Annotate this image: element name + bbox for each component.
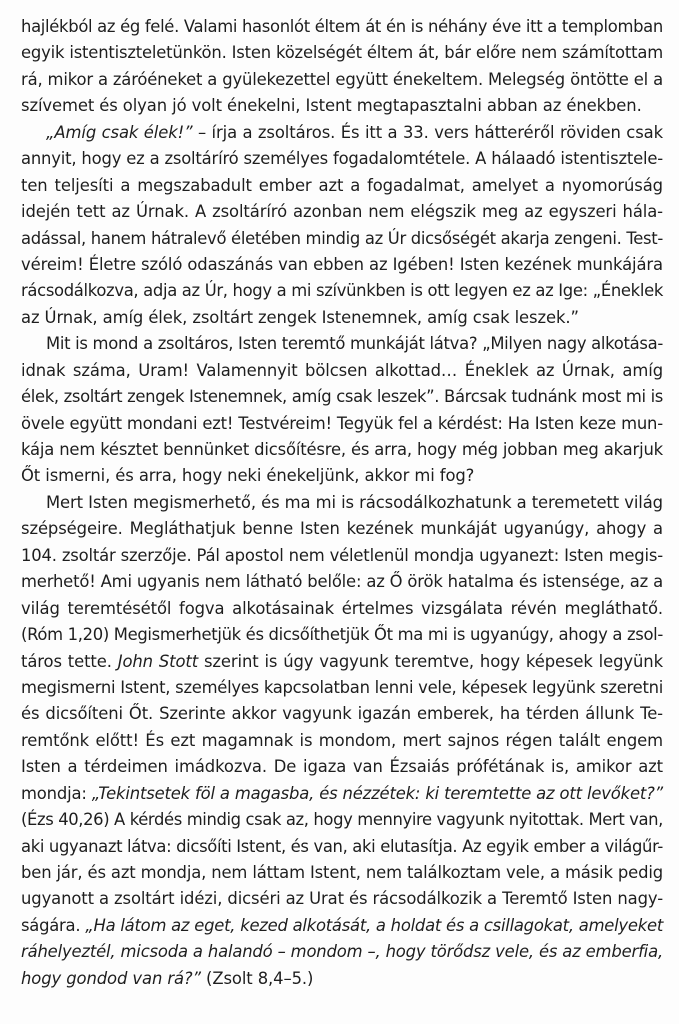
text-run: merhető! Ami ugyanis nem látható belőle: az Ő örök hatalma és istensége, az a [21,572,663,592]
text-run: annyit, hogy ez a zsoltáríró személyes fogadalomtétele. A hálaadó istentisztele- [21,149,663,169]
text-run: ten teljesíti a megszabadult ember azt a fogadalmat, amelyet a nyomorúság [21,175,663,195]
text-run: Isten a térdeimen imádkozva. De igaza van Ézsaiás prófétának is, amikor azt [21,757,663,777]
text-run: adással, hanem hátralevő életében mindig az Úr dicsőségét akarja zengeni. Test- [21,228,663,248]
text-line [21,120,663,146]
text-line [21,754,663,780]
text-run: 104. zsoltár szerzője. Pál apostol nem véletlenül mondja ugyanezt: Isten megis- [21,545,663,565]
text-line [21,939,663,965]
text-run: (Róm 1,20) Megismerhetjük és dicsőíthetjük Őt ma mi is ugyanúgy, ahogy a zsol- [21,625,663,645]
text-run: megismerni Istent, személyes kapcsolatban lenni vele, képesek legyünk szeretni [21,677,663,697]
text-line [21,781,663,807]
text-run: szerint is úgy vagyunk teremtve, hogy képesek legyünk [198,651,663,671]
text-line [21,173,663,199]
text-run: hajlékból az ég felé. Valami hasonlót éltem át én is néhány éve itt a templomban [21,17,663,36]
text-run: aki ugyanazt látva: dicsőíti Istent, és van, aki elutasítja. Az egyik ember a világűr- [21,836,663,856]
text-run: világ teremtésétől fogva alkotásainak értelmes vizsgálata révén megláthatő. [21,598,663,618]
italic-text: ráhelyeztél, micsoda a halandó – mondom –, hogy törődsz vele, és az emberfia, [21,942,663,962]
text-run: táros tette. [21,651,118,671]
text-line [21,834,663,860]
text-line [21,199,663,225]
paragraph-4 [21,490,663,992]
text-run: remtőnk előtt! És ezt magamnak is mondom, mert sajnos régen talált engem [21,730,663,750]
text-line [21,358,663,384]
text-line [21,675,663,701]
text-run: kája nem késztet bennünket dicsőítésre, és arra, hogy még jobban meg akarjuk [21,440,663,459]
text-run: rá, mikor a záróéneket a gyülekezettel együtt énekeltem. Melegség öntötte el a [21,69,663,89]
text-line [21,622,663,648]
text-line [21,14,663,40]
text-run: véreim! Életre szóló odaszánás van ebben az Igében! Isten kezének munkájára [21,254,663,274]
text-line [21,305,663,331]
text-line [21,331,663,357]
italic-text: John Stott [117,651,199,671]
paragraph-1 [21,14,663,120]
text-line [21,40,663,66]
text-line [21,966,663,992]
italic-text: „Ha látom az eget, kezed alkotását, a holdat és a csillagokat, amelyeket [85,915,663,935]
text-run: egyik istentiszteletünkön. Isten közelségét éltem át, bár előre nem számítottam [21,43,663,63]
text-line [21,278,663,304]
text-run: ságára. [21,915,86,935]
text-line [21,807,663,833]
paragraph-3 [21,331,663,490]
italic-text: hogy gondod van rá?” [21,968,201,988]
text-line [21,226,663,252]
text-line [21,463,663,489]
text-line [21,569,663,595]
text-run: (Zsolt 8,4–5.) [200,968,314,988]
italic-text: „Amíg csak élek!” [46,122,193,142]
text-line [21,252,663,278]
text-run: ugyanott a zsoltárt idézi, dicséri az Urat és rácsodálkozik a Teremtő Isten nagy- [21,889,663,909]
text-run: idnak száma, Uram! Valamennyit bölcsen alkottad… Éneklek az Úrnak, amíg [21,360,663,380]
text-run: Őt ismerni, és arra, hogy neki énekeljünk, akkor mi fog? [21,466,475,486]
text-line [21,411,663,437]
paragraph-2 [21,120,663,332]
text-run: – írja a zsoltáros. És itt a 33. vers hátteréről röviden csak [192,122,663,142]
text-run: Mit is mond a zsoltáros, Isten teremtő munkáját látva? „Milyen nagy alkotása- [46,334,663,354]
text-line [21,649,663,675]
text-line [21,93,663,119]
italic-text: „Tekintsetek föl a magasba, és nézzétek: ki teremtette az ott levőket?” [91,783,663,803]
text-run: övele együtt mondani ezt! Testvéreim! Tegyük fel a kérdést: Ha Isten keze mun- [21,413,663,433]
text-line [21,437,663,463]
text-line [21,701,663,727]
text-line [21,543,663,569]
text-line [21,516,663,542]
text-run: rácsodálkozva, adja az Úr, hogy a mi szívünkben is ott legyen ez az Ige: „Éneklek [21,281,663,301]
text-run: szívemet és olyan jó volt énekelni, Istent megtapasztalni abban az énekben. [21,96,642,116]
text-line [21,384,663,410]
text-run: szépségeire. Megláthatjuk benne Isten kezének munkáját ugyanúgy, ahogy a [21,519,663,539]
text-line [21,596,663,622]
text-run: Mert Isten megismerhető, és ma mi is rácsodálkozhatunk a teremetett világ [46,492,663,512]
body-text [21,14,663,992]
text-run: és dicsőíteni Őt. Szerinte akkor vagyunk igazán emberek, ha térden állunk Te- [21,704,663,724]
text-run: idején tett az Úrnak. A zsoltáríró azonban nem elégszik meg az egyszeri hála- [21,202,663,222]
text-line [21,860,663,886]
text-line [21,490,663,516]
text-line [21,913,663,939]
text-run: ben jár, és azt mondja, nem láttam Istent, nem találkoztam vele, a másik pedig [21,863,663,882]
text-line [21,67,663,93]
text-run: az Úrnak, amíg élek, zsoltárt zengek Istenemnek, amíg csak leszek.” [21,307,579,327]
text-run: mondja: [21,783,92,803]
text-line [21,886,663,912]
text-line [21,728,663,754]
text-line [21,146,663,172]
text-run: (Ézs 40,26) A kérdés mindig csak az, hogy mennyire vagyunk nyitottak. Mert van, [21,810,663,830]
text-run: élek, zsoltárt zengek Istenemnek, amíg csak leszek”. Bárcsak tudnánk most mi is [21,387,663,407]
